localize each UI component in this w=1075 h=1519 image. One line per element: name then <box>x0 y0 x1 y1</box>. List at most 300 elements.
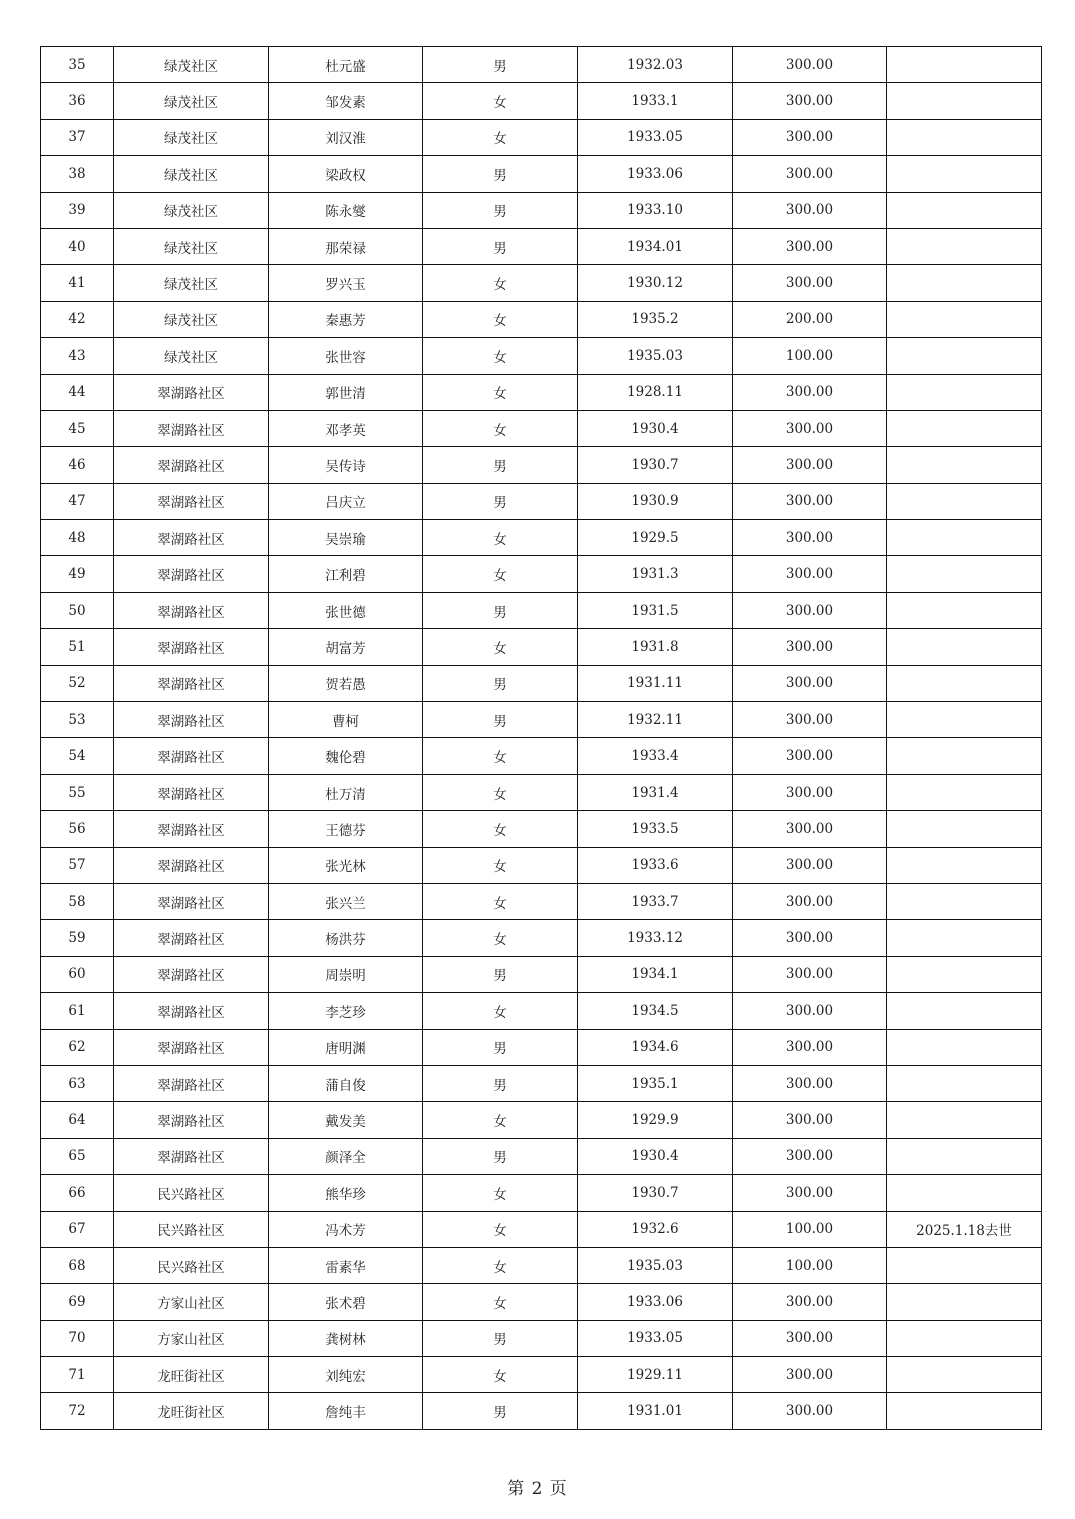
cell-name: 刘纯宏 <box>269 1357 423 1393</box>
table-row <box>41 665 1042 701</box>
cell-name: 唐明渊 <box>269 1029 423 1065</box>
cell-amount: 300.00 <box>733 811 887 847</box>
cell-index: 60 <box>41 956 114 992</box>
table-row <box>41 301 1042 337</box>
cell-birth-date: 1935.03 <box>578 338 733 374</box>
cell-amount: 300.00 <box>733 920 887 956</box>
cell-gender: 男 <box>423 1320 578 1356</box>
cell-community: 绿茂社区 <box>114 47 269 83</box>
cell-community: 绿茂社区 <box>114 83 269 119</box>
table-row <box>41 156 1042 192</box>
cell-remark <box>887 738 1042 774</box>
cell-amount: 300.00 <box>733 83 887 119</box>
cell-name: 吴传诗 <box>269 447 423 483</box>
cell-birth-date: 1934.6 <box>578 1029 733 1065</box>
cell-name: 龚树林 <box>269 1320 423 1356</box>
cell-birth-date: 1933.4 <box>578 738 733 774</box>
cell-index: 39 <box>41 192 114 228</box>
cell-index: 45 <box>41 410 114 446</box>
cell-remark <box>887 956 1042 992</box>
cell-gender: 男 <box>423 592 578 628</box>
cell-remark <box>887 192 1042 228</box>
cell-birth-date: 1930.4 <box>578 410 733 446</box>
cell-community: 翠湖路社区 <box>114 1065 269 1101</box>
table-row <box>41 410 1042 446</box>
cell-index: 56 <box>41 811 114 847</box>
cell-gender: 男 <box>423 665 578 701</box>
cell-birth-date: 1931.01 <box>578 1393 733 1429</box>
table-row <box>41 192 1042 228</box>
cell-name: 陈永燮 <box>269 192 423 228</box>
table-row <box>41 774 1042 810</box>
table-row <box>41 920 1042 956</box>
table-row <box>41 1138 1042 1174</box>
cell-amount: 300.00 <box>733 410 887 446</box>
cell-amount: 300.00 <box>733 592 887 628</box>
table-row <box>41 1211 1042 1247</box>
cell-remark <box>887 1284 1042 1320</box>
cell-amount: 300.00 <box>733 228 887 264</box>
table-row <box>41 1284 1042 1320</box>
cell-birth-date: 1931.5 <box>578 592 733 628</box>
cell-index: 64 <box>41 1102 114 1138</box>
cell-remark <box>887 265 1042 301</box>
cell-name: 王德芬 <box>269 811 423 847</box>
cell-community: 翠湖路社区 <box>114 447 269 483</box>
cell-remark <box>887 301 1042 337</box>
cell-name: 杜元盛 <box>269 47 423 83</box>
cell-amount: 300.00 <box>733 1320 887 1356</box>
cell-index: 65 <box>41 1138 114 1174</box>
cell-birth-date: 1932.03 <box>578 47 733 83</box>
cell-gender: 女 <box>423 811 578 847</box>
cell-community: 方家山社区 <box>114 1284 269 1320</box>
cell-remark <box>887 1029 1042 1065</box>
cell-birth-date: 1933.05 <box>578 119 733 155</box>
cell-name: 邹发素 <box>269 83 423 119</box>
cell-index: 70 <box>41 1320 114 1356</box>
table-row <box>41 447 1042 483</box>
cell-amount: 300.00 <box>733 738 887 774</box>
cell-amount: 300.00 <box>733 265 887 301</box>
cell-name: 那荣禄 <box>269 228 423 264</box>
cell-remark <box>887 483 1042 519</box>
cell-index: 72 <box>41 1393 114 1429</box>
cell-birth-date: 1933.5 <box>578 811 733 847</box>
cell-amount: 300.00 <box>733 1102 887 1138</box>
cell-birth-date: 1933.6 <box>578 847 733 883</box>
cell-index: 38 <box>41 156 114 192</box>
cell-gender: 女 <box>423 1357 578 1393</box>
cell-remark <box>887 1320 1042 1356</box>
cell-community: 翠湖路社区 <box>114 811 269 847</box>
cell-birth-date: 1933.1 <box>578 83 733 119</box>
cell-amount: 300.00 <box>733 192 887 228</box>
cell-gender: 女 <box>423 520 578 556</box>
cell-amount: 300.00 <box>733 156 887 192</box>
cell-index: 47 <box>41 483 114 519</box>
cell-index: 63 <box>41 1065 114 1101</box>
cell-birth-date: 1929.9 <box>578 1102 733 1138</box>
cell-community: 翠湖路社区 <box>114 702 269 738</box>
cell-gender: 男 <box>423 483 578 519</box>
cell-name: 蒲自俊 <box>269 1065 423 1101</box>
cell-community: 翠湖路社区 <box>114 1138 269 1174</box>
cell-gender: 男 <box>423 156 578 192</box>
cell-gender: 女 <box>423 119 578 155</box>
cell-name: 颜泽全 <box>269 1138 423 1174</box>
cell-remark <box>887 1102 1042 1138</box>
cell-community: 翠湖路社区 <box>114 665 269 701</box>
cell-birth-date: 1933.10 <box>578 192 733 228</box>
cell-amount: 300.00 <box>733 883 887 919</box>
table-row <box>41 847 1042 883</box>
cell-index: 51 <box>41 629 114 665</box>
cell-name: 郭世清 <box>269 374 423 410</box>
cell-birth-date: 1931.8 <box>578 629 733 665</box>
cell-index: 68 <box>41 1247 114 1283</box>
cell-community: 翠湖路社区 <box>114 410 269 446</box>
table-row <box>41 374 1042 410</box>
cell-community: 翠湖路社区 <box>114 374 269 410</box>
table-row <box>41 956 1042 992</box>
cell-gender: 男 <box>423 47 578 83</box>
cell-amount: 300.00 <box>733 956 887 992</box>
cell-gender: 女 <box>423 920 578 956</box>
cell-remark <box>887 447 1042 483</box>
cell-amount: 300.00 <box>733 1393 887 1429</box>
cell-remark <box>887 228 1042 264</box>
cell-gender: 女 <box>423 738 578 774</box>
cell-name: 胡富芳 <box>269 629 423 665</box>
cell-index: 53 <box>41 702 114 738</box>
cell-community: 翠湖路社区 <box>114 629 269 665</box>
cell-community: 翠湖路社区 <box>114 592 269 628</box>
cell-name: 周崇明 <box>269 956 423 992</box>
cell-gender: 女 <box>423 1247 578 1283</box>
cell-remark <box>887 629 1042 665</box>
cell-remark <box>887 1357 1042 1393</box>
cell-name: 张光林 <box>269 847 423 883</box>
cell-amount: 300.00 <box>733 556 887 592</box>
cell-gender: 男 <box>423 1029 578 1065</box>
cell-index: 44 <box>41 374 114 410</box>
cell-gender: 男 <box>423 447 578 483</box>
cell-gender: 女 <box>423 847 578 883</box>
cell-birth-date: 1929.5 <box>578 520 733 556</box>
table-row <box>41 83 1042 119</box>
cell-birth-date: 1932.11 <box>578 702 733 738</box>
cell-name: 罗兴玉 <box>269 265 423 301</box>
cell-name: 冯术芳 <box>269 1211 423 1247</box>
cell-name: 李芝珍 <box>269 993 423 1029</box>
cell-birth-date: 1930.7 <box>578 1175 733 1211</box>
cell-remark <box>887 83 1042 119</box>
cell-birth-date: 1930.4 <box>578 1138 733 1174</box>
cell-name: 江利碧 <box>269 556 423 592</box>
cell-birth-date: 1934.1 <box>578 956 733 992</box>
cell-index: 69 <box>41 1284 114 1320</box>
cell-index: 59 <box>41 920 114 956</box>
cell-amount: 300.00 <box>733 665 887 701</box>
cell-amount: 300.00 <box>733 520 887 556</box>
cell-name: 梁政权 <box>269 156 423 192</box>
cell-remark <box>887 702 1042 738</box>
table-row <box>41 1393 1042 1429</box>
cell-birth-date: 1933.05 <box>578 1320 733 1356</box>
cell-amount: 300.00 <box>733 447 887 483</box>
cell-remark <box>887 47 1042 83</box>
cell-birth-date: 1931.4 <box>578 774 733 810</box>
cell-gender: 女 <box>423 374 578 410</box>
cell-community: 民兴路社区 <box>114 1175 269 1211</box>
cell-amount: 300.00 <box>733 1138 887 1174</box>
cell-name: 熊华珍 <box>269 1175 423 1211</box>
cell-index: 62 <box>41 1029 114 1065</box>
cell-birth-date: 1929.11 <box>578 1357 733 1393</box>
table-row <box>41 1029 1042 1065</box>
cell-amount: 300.00 <box>733 1284 887 1320</box>
cell-remark <box>887 592 1042 628</box>
cell-gender: 女 <box>423 265 578 301</box>
cell-community: 翠湖路社区 <box>114 883 269 919</box>
cell-amount: 100.00 <box>733 1247 887 1283</box>
cell-birth-date: 1935.03 <box>578 1247 733 1283</box>
page-number: 第 2 页 <box>507 1479 568 1499</box>
cell-index: 66 <box>41 1175 114 1211</box>
cell-amount: 300.00 <box>733 1065 887 1101</box>
cell-name: 秦惠芳 <box>269 301 423 337</box>
cell-remark <box>887 1065 1042 1101</box>
cell-community: 翠湖路社区 <box>114 847 269 883</box>
cell-community: 龙旺街社区 <box>114 1393 269 1429</box>
table-row <box>41 1320 1042 1356</box>
table-row <box>41 265 1042 301</box>
cell-birth-date: 1935.1 <box>578 1065 733 1101</box>
cell-name: 邓孝英 <box>269 410 423 446</box>
cell-name: 张世容 <box>269 338 423 374</box>
cell-birth-date: 1930.7 <box>578 447 733 483</box>
cell-amount: 300.00 <box>733 483 887 519</box>
cell-community: 翠湖路社区 <box>114 920 269 956</box>
cell-amount: 300.00 <box>733 1175 887 1211</box>
cell-name: 吕庆立 <box>269 483 423 519</box>
cell-community: 龙旺街社区 <box>114 1357 269 1393</box>
table-row <box>41 883 1042 919</box>
cell-gender: 男 <box>423 228 578 264</box>
cell-gender: 女 <box>423 774 578 810</box>
cell-index: 46 <box>41 447 114 483</box>
cell-index: 42 <box>41 301 114 337</box>
cell-amount: 300.00 <box>733 993 887 1029</box>
table-row <box>41 556 1042 592</box>
cell-amount: 100.00 <box>733 338 887 374</box>
cell-amount: 300.00 <box>733 1357 887 1393</box>
cell-index: 61 <box>41 993 114 1029</box>
table-row <box>41 993 1042 1029</box>
cell-index: 50 <box>41 592 114 628</box>
cell-amount: 300.00 <box>733 119 887 155</box>
cell-community: 绿茂社区 <box>114 228 269 264</box>
cell-gender: 女 <box>423 301 578 337</box>
cell-community: 翠湖路社区 <box>114 520 269 556</box>
cell-gender: 女 <box>423 1211 578 1247</box>
cell-gender: 女 <box>423 993 578 1029</box>
cell-community: 民兴路社区 <box>114 1211 269 1247</box>
cell-name: 贺若愚 <box>269 665 423 701</box>
table-row <box>41 1102 1042 1138</box>
cell-remark <box>887 1175 1042 1211</box>
cell-remark <box>887 410 1042 446</box>
cell-remark <box>887 1138 1042 1174</box>
cell-remark <box>887 119 1042 155</box>
cell-gender: 女 <box>423 556 578 592</box>
cell-index: 57 <box>41 847 114 883</box>
cell-remark <box>887 847 1042 883</box>
table-row <box>41 738 1042 774</box>
cell-name: 杜万清 <box>269 774 423 810</box>
cell-name: 吴崇瑜 <box>269 520 423 556</box>
cell-community: 绿茂社区 <box>114 156 269 192</box>
cell-birth-date: 1931.11 <box>578 665 733 701</box>
cell-gender: 女 <box>423 1175 578 1211</box>
table-row <box>41 47 1042 83</box>
cell-index: 67 <box>41 1211 114 1247</box>
cell-community: 方家山社区 <box>114 1320 269 1356</box>
cell-birth-date: 1930.12 <box>578 265 733 301</box>
cell-community: 翠湖路社区 <box>114 956 269 992</box>
cell-community: 翠湖路社区 <box>114 1029 269 1065</box>
cell-community: 翠湖路社区 <box>114 738 269 774</box>
cell-community: 民兴路社区 <box>114 1247 269 1283</box>
cell-birth-date: 1933.12 <box>578 920 733 956</box>
table-row <box>41 483 1042 519</box>
cell-index: 48 <box>41 520 114 556</box>
cell-index: 43 <box>41 338 114 374</box>
recipient-table <box>40 46 1042 1430</box>
cell-index: 58 <box>41 883 114 919</box>
cell-community: 翠湖路社区 <box>114 1102 269 1138</box>
cell-gender: 男 <box>423 1065 578 1101</box>
cell-remark <box>887 993 1042 1029</box>
cell-gender: 女 <box>423 1102 578 1138</box>
cell-remark <box>887 920 1042 956</box>
cell-birth-date: 1928.11 <box>578 374 733 410</box>
cell-birth-date: 1933.7 <box>578 883 733 919</box>
cell-index: 37 <box>41 119 114 155</box>
cell-gender: 女 <box>423 410 578 446</box>
cell-remark <box>887 883 1042 919</box>
cell-name: 张术碧 <box>269 1284 423 1320</box>
table-row <box>41 629 1042 665</box>
cell-name: 詹纯丰 <box>269 1393 423 1429</box>
cell-amount: 200.00 <box>733 301 887 337</box>
cell-index: 55 <box>41 774 114 810</box>
cell-community: 绿茂社区 <box>114 192 269 228</box>
cell-birth-date: 1934.5 <box>578 993 733 1029</box>
cell-community: 绿茂社区 <box>114 119 269 155</box>
cell-community: 绿茂社区 <box>114 265 269 301</box>
cell-remark <box>887 811 1042 847</box>
cell-birth-date: 1935.2 <box>578 301 733 337</box>
cell-name: 刘汉淮 <box>269 119 423 155</box>
table-row <box>41 592 1042 628</box>
cell-index: 41 <box>41 265 114 301</box>
cell-amount: 300.00 <box>733 47 887 83</box>
cell-birth-date: 1932.6 <box>578 1211 733 1247</box>
document-page <box>40 46 1042 1430</box>
cell-name: 张兴兰 <box>269 883 423 919</box>
table-row <box>41 1175 1042 1211</box>
cell-birth-date: 1933.06 <box>578 156 733 192</box>
table-row <box>41 1065 1042 1101</box>
cell-remark: 2025.1.18去世 <box>887 1211 1042 1247</box>
cell-gender: 男 <box>423 702 578 738</box>
cell-amount: 300.00 <box>733 702 887 738</box>
table-row <box>41 520 1042 556</box>
table-row <box>41 1247 1042 1283</box>
cell-amount: 100.00 <box>733 1211 887 1247</box>
cell-index: 49 <box>41 556 114 592</box>
cell-community: 绿茂社区 <box>114 338 269 374</box>
cell-gender: 男 <box>423 956 578 992</box>
table-row <box>41 811 1042 847</box>
cell-name: 魏伦碧 <box>269 738 423 774</box>
cell-remark <box>887 1247 1042 1283</box>
cell-community: 翠湖路社区 <box>114 483 269 519</box>
cell-gender: 女 <box>423 1284 578 1320</box>
cell-gender: 男 <box>423 192 578 228</box>
cell-index: 52 <box>41 665 114 701</box>
cell-remark <box>887 520 1042 556</box>
cell-amount: 300.00 <box>733 629 887 665</box>
cell-gender: 男 <box>423 1393 578 1429</box>
table-row <box>41 1357 1042 1393</box>
cell-index: 36 <box>41 83 114 119</box>
table-row <box>41 702 1042 738</box>
cell-gender: 女 <box>423 83 578 119</box>
cell-index: 71 <box>41 1357 114 1393</box>
cell-name: 张世德 <box>269 592 423 628</box>
cell-name: 雷素华 <box>269 1247 423 1283</box>
cell-index: 54 <box>41 738 114 774</box>
table-row <box>41 228 1042 264</box>
cell-amount: 300.00 <box>733 847 887 883</box>
cell-index: 40 <box>41 228 114 264</box>
cell-birth-date: 1930.9 <box>578 483 733 519</box>
cell-amount: 300.00 <box>733 774 887 810</box>
table-body <box>41 47 1042 1430</box>
cell-gender: 男 <box>423 1138 578 1174</box>
table-row <box>41 119 1042 155</box>
cell-gender: 女 <box>423 629 578 665</box>
cell-remark <box>887 665 1042 701</box>
cell-community: 翠湖路社区 <box>114 556 269 592</box>
table-row <box>41 338 1042 374</box>
cell-amount: 300.00 <box>733 374 887 410</box>
cell-name: 杨洪芬 <box>269 920 423 956</box>
cell-community: 翠湖路社区 <box>114 774 269 810</box>
cell-birth-date: 1933.06 <box>578 1284 733 1320</box>
cell-community: 翠湖路社区 <box>114 993 269 1029</box>
cell-birth-date: 1931.3 <box>578 556 733 592</box>
cell-community: 绿茂社区 <box>114 301 269 337</box>
cell-remark <box>887 374 1042 410</box>
cell-remark <box>887 156 1042 192</box>
cell-remark <box>887 556 1042 592</box>
cell-name: 曹柯 <box>269 702 423 738</box>
cell-index: 35 <box>41 47 114 83</box>
